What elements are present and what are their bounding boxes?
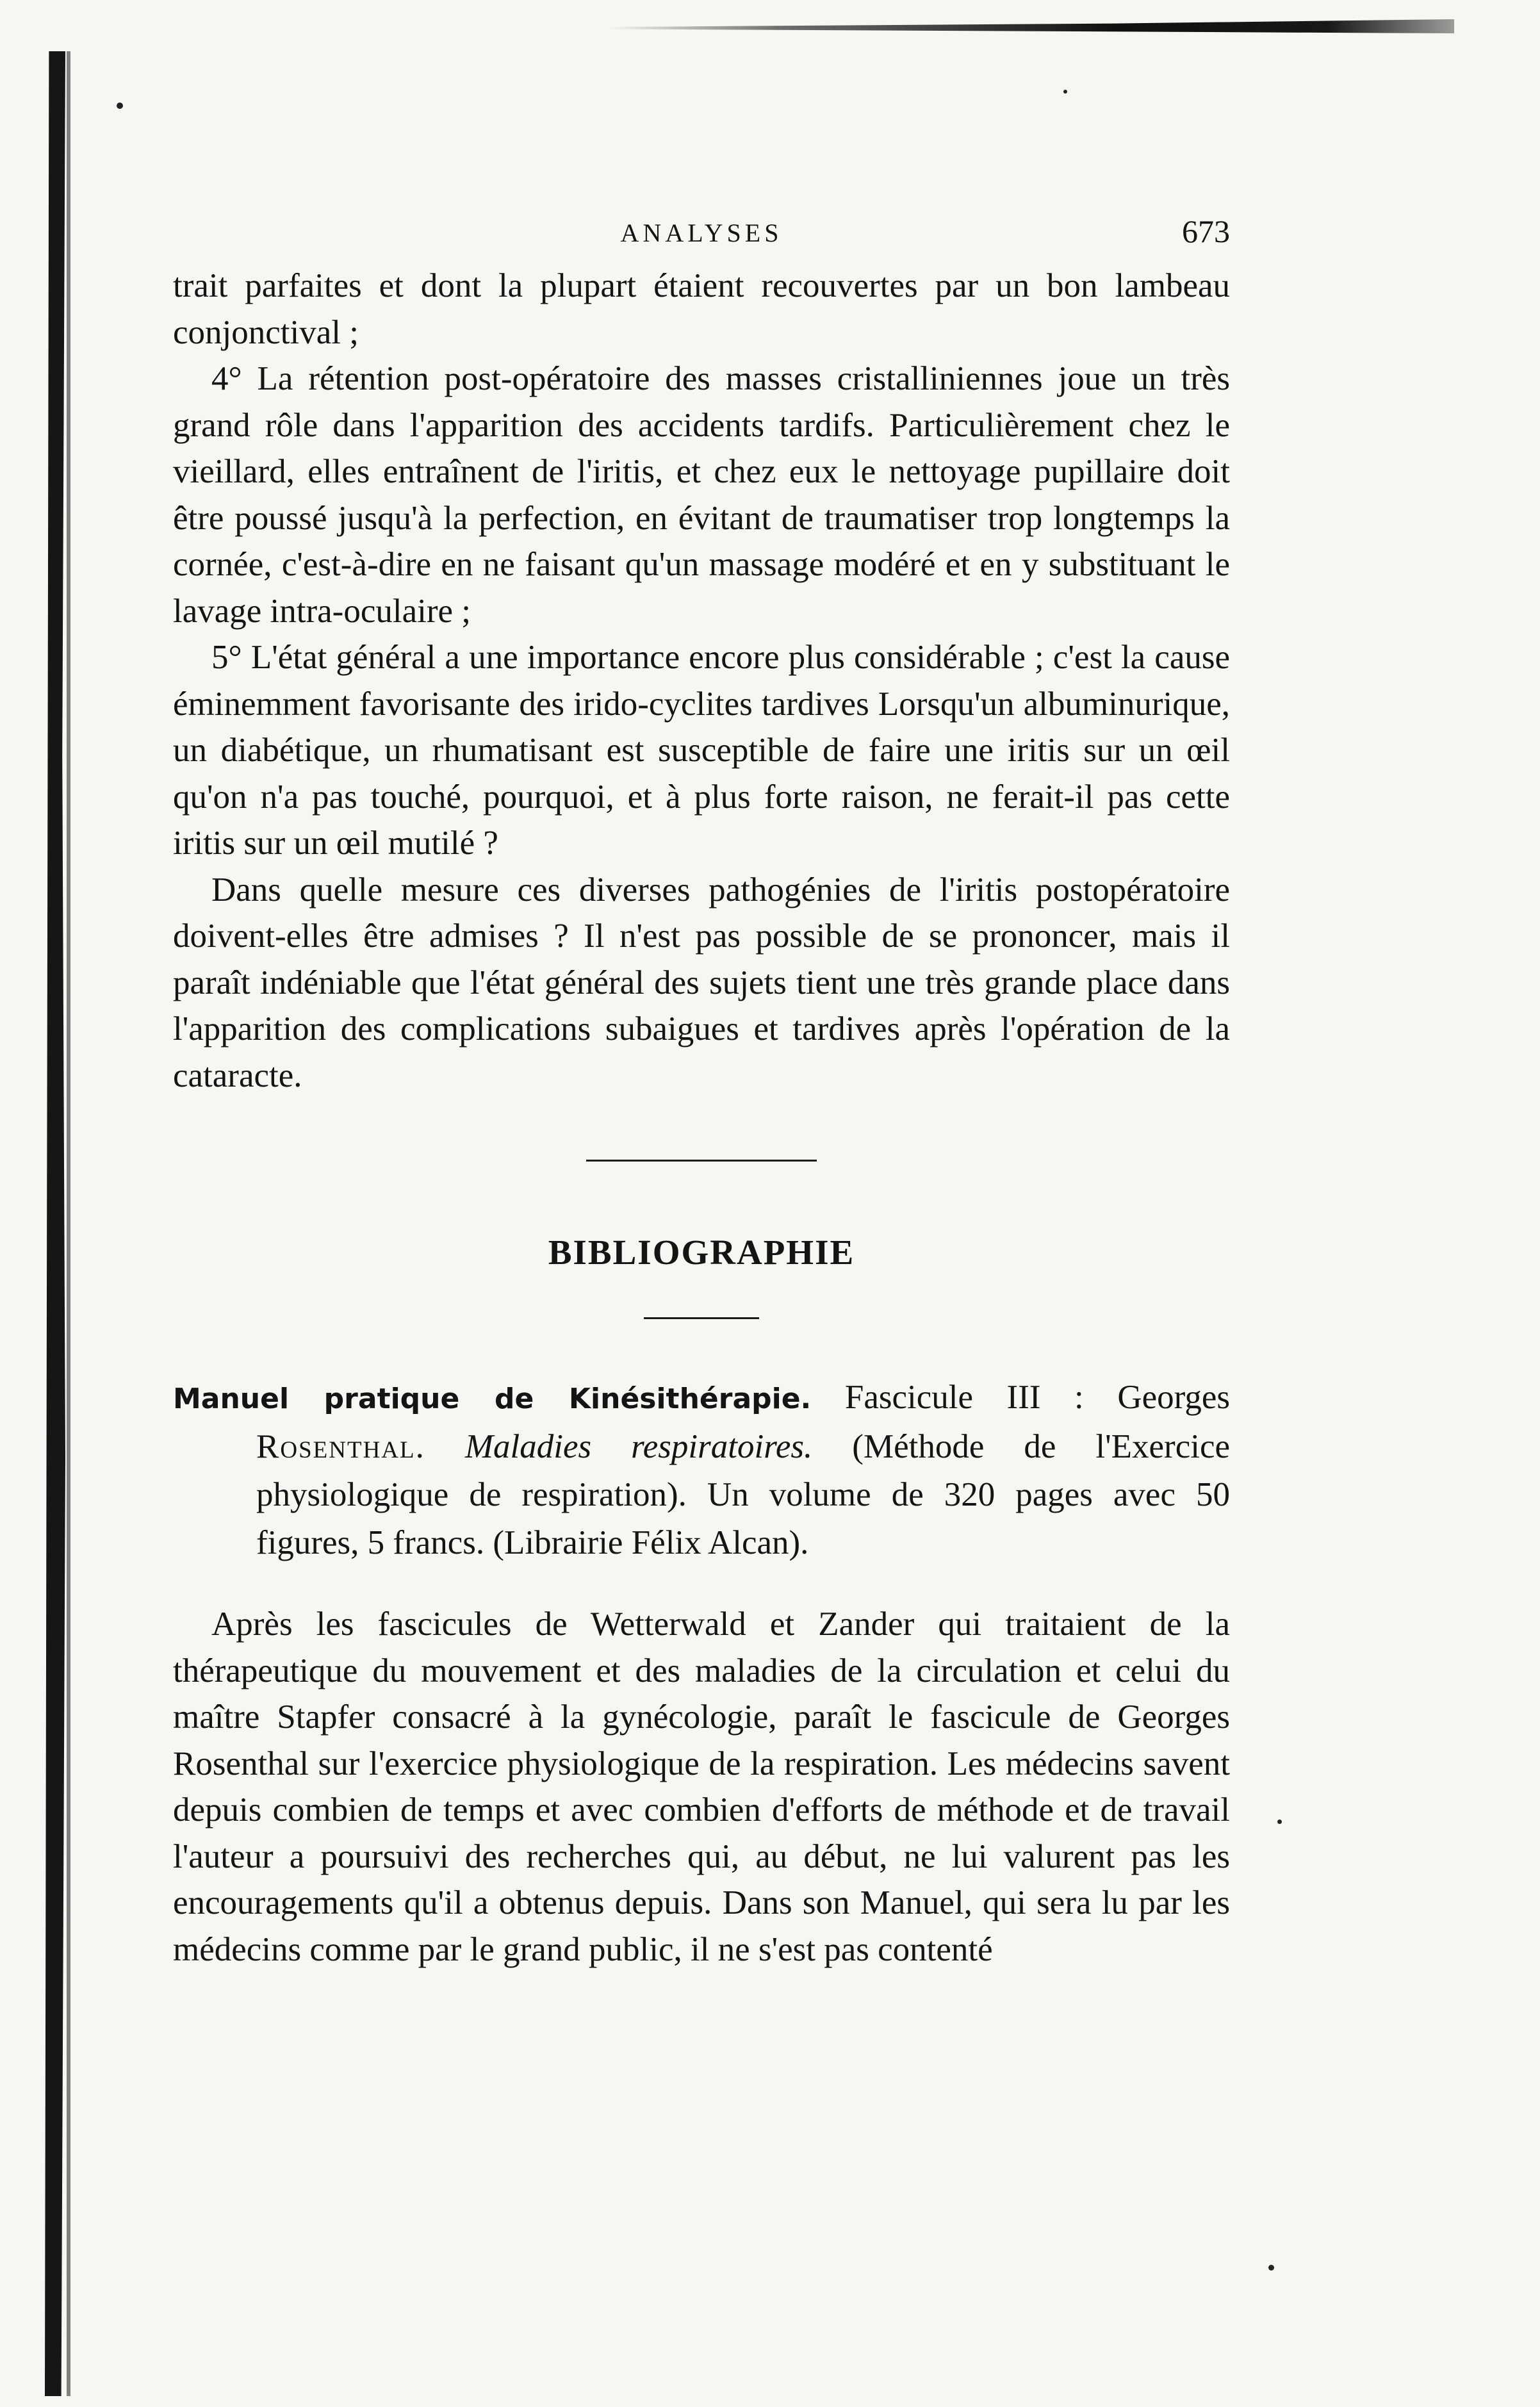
bibliography-entry (173, 1374, 1230, 1567)
scan-speck (1268, 2265, 1274, 2271)
paragraph-2: 4° La rétention post-opératoire des masses cristalliniennes joue un très grand rôle dans l'apparition des accidents tardifs. Particulièrement chez le vieillard, elles entraînent de l'iritis, et chez eux le nettoyage pupillaire doit être poussé jusqu'à la perfection, en évitant de traumatiser trop longtemps la cornée, c'est-à-dire en ne faisant qu'un massage modéré et en y substituant le lavage intra-oculaire ; (173, 360, 1230, 630)
section-divider (586, 1160, 817, 1162)
bibliography-entry-details: (Méthode de l'Exercice physiologique de respiration). Un volume de 320 pages avec 50 figures, 5 francs. (Librairie Félix Alcan). (256, 1428, 1230, 1561)
bibliography-entry-fascicle: Fascicule III : Georges (811, 1379, 1230, 1416)
scan-edge-top (609, 19, 1454, 33)
paragraph-3: 5° L'état général a une importance encore plus considérable ; c'est la cause éminemment favorisante des irido-cyclites tardives Lorsqu'un albuminurique, un diabétique, un rhumatisant est susceptible de faire une iritis sur un œil qu'on n'a pas touché, pourquoi, et à plus forte raison, ne ferait-il pas cette iritis sur un œil mutilé ? (173, 639, 1230, 862)
bibliography-entry-author: Rosenthal. (256, 1428, 425, 1465)
bibliography-entry-title: Manuel pratique de Kinésithérapie. (173, 1383, 812, 1415)
page-number: 673 (1182, 213, 1230, 249)
scan-speck (1277, 1820, 1282, 1824)
running-head (173, 211, 1230, 263)
paragraph-1: trait parfaites et dont la plupart étaient recouvertes par un bon lambeau conjonctival ; (173, 267, 1230, 351)
running-title: ANALYSES (620, 218, 783, 247)
scan-edge-left (45, 51, 65, 2396)
bibliography-entry-work-title: Maladies respiratoires. (425, 1428, 813, 1465)
scan-speck (117, 103, 123, 109)
bibliography-heading: BIBLIOGRAPHIE (548, 1233, 855, 1272)
scan-edge-left-inner (67, 51, 70, 2396)
scan-speck (1063, 90, 1067, 94)
page (173, 211, 1230, 1973)
review-paragraph: Après les fascicules de Wetterwald et Zander qui traitaient de la thérapeutique du mouvement et des maladies de la circulation et celui du maître Stapfer consacré à la gynécologie, paraît le fascicule de Georges Rosenthal sur l'exercice physiologique de la respiration. Les médecins savent depuis combien de temps et avec combien d'efforts de méthode et de travail l'auteur a poursuivi des recherches qui, au début, ne lui valurent pas les encouragements qu'il a obtenus depuis. Dans son Manuel, qui sera lu par les médecins comme par le grand public, il ne s'est pas contenté (173, 1606, 1230, 1968)
heading-divider (644, 1317, 759, 1319)
paragraph-4: Dans quelle mesure ces diverses pathogénies de l'iritis postopératoire doivent-elles être admises ? Il n'est pas possible de se prononcer, mais il paraît indéniable que l'état général des sujets tient une très grande place dans l'apparition des complications subaigues et tardives après l'opération de la cataracte. (173, 871, 1230, 1094)
